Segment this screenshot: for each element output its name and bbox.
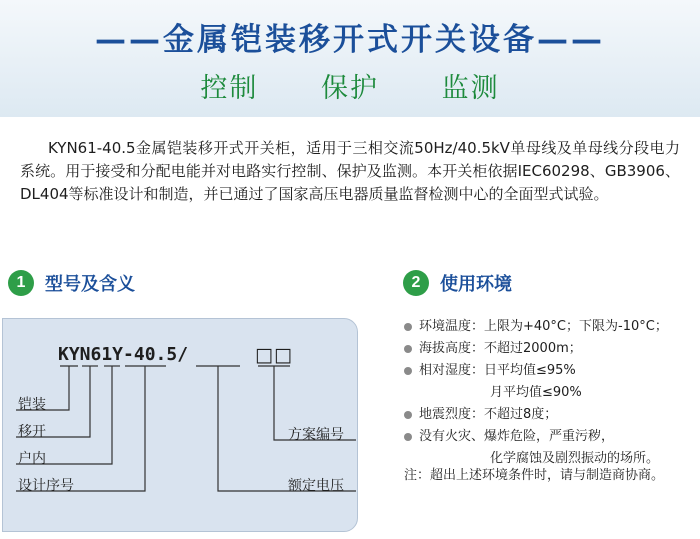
model-code: KYN61Y-40.5/ [58,344,189,365]
bullet-dot [404,411,412,419]
list-item: 相对湿度：日平均值≤95% [404,360,696,382]
label-design-serial: 设计序号 [18,478,74,494]
list-item: 没有火灾、爆炸危险，严重污秽， [404,426,696,448]
list-item: 地震烈度：不超过8度； [404,404,696,426]
bullet-dot [404,433,412,441]
model-placeholder-boxes: □□ [255,344,293,366]
section-number-badge: 1 [8,270,34,296]
section-number-badge: 2 [403,270,429,296]
section-title: 使用环境 [440,274,512,295]
bullet-dot [404,323,412,331]
label-armored: 铠装 [18,397,46,413]
intro-paragraph: KYN61-40.5金属铠装移开式开关柜，适用于三相交流50Hz/40.5kV单母线及单母线分段电力系统。用于接受和分配电能并对电路实行控制、保护及监测。本开关柜依据IEC60298、GB3906、DL404等标准设计和制造，并已通过了国家高压电器质量监督检测中心的全面型式试验。 [20,139,680,203]
list-item-continuation: 化学腐蚀及剧烈振动的场所。 [490,451,660,466]
subtitle-monitoring: 监测 [441,73,500,104]
list-item: 海拔高度：不超过2000m； [404,338,696,360]
bullet-dot [404,345,412,353]
label-scheme-number: 方案编号 [288,427,344,443]
label-indoor: 户内 [18,451,46,467]
label-withdrawable: 移开 [18,424,46,440]
environment-list [404,316,696,470]
bullet-dot [404,367,412,375]
subtitle-control: 控制 [200,73,259,104]
page-title: ——金属铠装移开式开关设备—— [95,22,605,58]
list-item: 环境温度：上限为+40°C；下限为-10°C； [404,316,696,338]
subtitle-protection: 保护 [321,73,379,104]
label-rated-voltage: 额定电压 [288,478,344,494]
environment-note: 注：超出上述环境条件时，请与制造商协商。 [404,468,665,483]
list-item-continuation: 月平均值≤90% [490,385,582,400]
section-title: 型号及含义 [45,274,135,295]
